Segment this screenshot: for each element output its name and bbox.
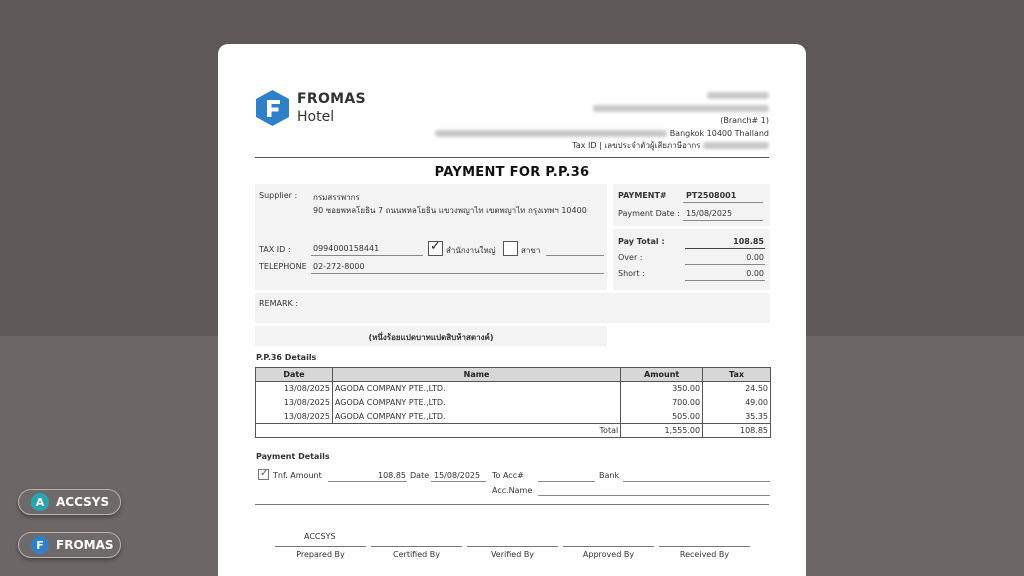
company-city: Bangkok 10400 Thailand [669, 128, 769, 138]
short-label: Short : [618, 269, 645, 278]
company-branch: (Branch# 1) [720, 116, 769, 125]
pay-date-value: 15/08/2025 [434, 471, 481, 480]
company-tax-label: Tax ID | เลขประจำตัวผู้เสียภาษีอากร [572, 141, 701, 150]
branch-label: สาขา [521, 246, 541, 255]
table-row [256, 382, 771, 396]
supplier-address: 90 ซอยพหลโยธิน 7 ถนนพหลโยธิน แขวงพญาไท เขตพญาไท กรุงเทพฯ 10400 [313, 206, 587, 215]
tax-id-value: 0994000158441 [313, 244, 380, 253]
fromas-badge-label: FROMAS [56, 538, 114, 552]
branch-checkbox[interactable] [503, 241, 518, 256]
approved-by: Approved By [563, 546, 654, 559]
total-row [256, 424, 771, 438]
telephone-label: TELEPHONE [259, 262, 307, 271]
table-row [256, 410, 771, 424]
cell-tax: 49.00 [703, 396, 771, 410]
cell-tax: 35.35 [703, 410, 771, 424]
payment-no-value: PT2508001 [686, 191, 737, 200]
fromas-hexagon-icon [255, 89, 290, 127]
accsys-badge[interactable] [18, 489, 121, 515]
pay-total-value: 108.85 [733, 237, 764, 246]
col-tax: Tax [703, 368, 771, 382]
payment-info-panel [613, 184, 770, 226]
total-tax: 108.85 [703, 424, 771, 438]
cell-date: 13/08/2025 [256, 382, 333, 396]
total-label: Total [256, 424, 621, 438]
acc-name-label: Acc.Name [492, 486, 533, 495]
head-office-checkbox[interactable] [428, 241, 443, 256]
payment-date-label: Payment Date : [618, 209, 680, 218]
document-title: PAYMENT FOR P.P.36 [434, 165, 590, 180]
prepared-by: Prepared By [275, 546, 366, 559]
payment-details-heading: Payment Details [256, 452, 330, 461]
details-heading: P.P.36 Details [256, 353, 317, 362]
fromas-badge[interactable] [18, 532, 121, 558]
tnf-checkbox[interactable] [258, 469, 269, 480]
col-name: Name [332, 368, 620, 382]
col-amount: Amount [621, 368, 703, 382]
total-amount: 1,555.00 [621, 424, 703, 438]
cell-name: AGODA COMPANY PTE.,LTD. [332, 410, 620, 424]
tnf-label: Tnf. Amount [273, 471, 322, 480]
certified-by: Certified By [371, 546, 462, 559]
logo-name: FROMAS [297, 91, 366, 107]
fromas-logo-icon: F [31, 536, 49, 554]
cell-name: AGODA COMPANY PTE.,LTD. [332, 382, 620, 396]
check-icon: ✓ [260, 468, 269, 479]
pay-total-label: Pay Total : [618, 237, 665, 246]
cell-tax: 24.50 [703, 382, 771, 396]
preparer-name: ACCSYS [304, 532, 336, 541]
telephone-value: 02-272-8000 [313, 262, 365, 271]
signature-divider [255, 504, 769, 505]
cell-amount: 700.00 [621, 396, 703, 410]
over-value: 0.00 [746, 253, 764, 262]
remark-label: REMARK : [259, 299, 299, 308]
supplier-label: Supplier : [259, 191, 298, 200]
remark-panel [255, 293, 770, 323]
received-by: Received By [659, 546, 750, 559]
tax-id-label: TAX ID : [259, 245, 291, 254]
cell-amount: 505.00 [621, 410, 703, 424]
verified-by: Verified By [467, 546, 558, 559]
cell-date: 13/08/2025 [256, 410, 333, 424]
company-header [435, 90, 769, 153]
payment-date-value: 15/08/2025 [686, 209, 733, 218]
cell-amount: 350.00 [621, 382, 703, 396]
cell-name: AGODA COMPANY PTE.,LTD. [332, 396, 620, 410]
cell-date: 13/08/2025 [256, 396, 333, 410]
details-table [255, 367, 771, 438]
to-acc-label: To Acc# [492, 471, 524, 480]
head-office-label: สำนักงานใหญ่ [446, 246, 496, 255]
col-date: Date [256, 368, 333, 382]
payment-document [218, 44, 806, 576]
table-row [256, 396, 771, 410]
signature-row [275, 546, 750, 559]
amount-words-panel [255, 326, 607, 346]
pay-date-label: Date [410, 471, 430, 480]
tnf-value: 108.85 [378, 471, 406, 480]
supplier-panel [255, 184, 607, 290]
accsys-logo-icon: A [31, 493, 49, 511]
check-icon: ✓ [430, 239, 441, 254]
bank-label: Bank [599, 471, 620, 480]
fromas-logo [255, 89, 366, 127]
over-label: Over : [618, 253, 643, 262]
supplier-name: กรมสรรพากร [313, 193, 360, 202]
logo-sub: Hotel [297, 109, 335, 125]
accsys-badge-label: ACCSYS [56, 495, 110, 509]
short-value: 0.00 [746, 269, 764, 278]
payment-no-label: PAYMENT# [618, 191, 667, 200]
header-divider [255, 157, 769, 158]
amount-in-words: (หนึ่งร้อยแปดบาทแปดสิบห้าสตางค์) [368, 333, 494, 342]
pay-total-panel [613, 229, 770, 290]
